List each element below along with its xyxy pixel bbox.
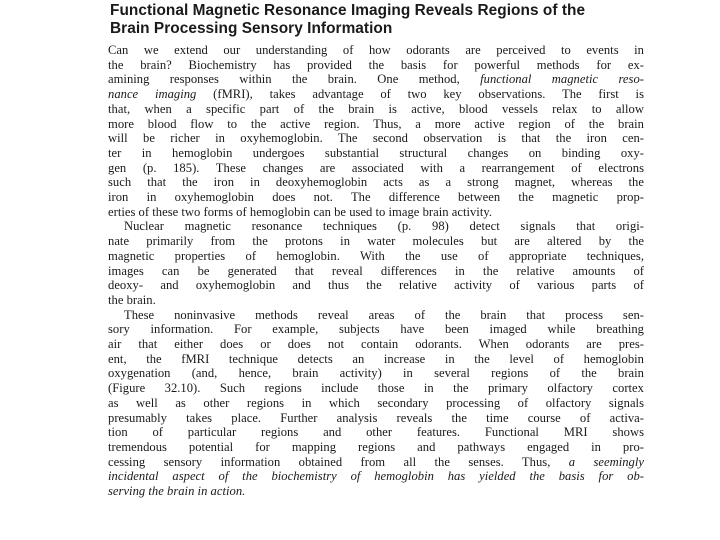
- text-line: ter in hemoglobin undergoes substantial structural changes on binding oxy-: [108, 145, 644, 160]
- text-line: sory information. For example, subjects have been imaged while breathing: [108, 322, 644, 337]
- text-line: deoxy- and oxyhemoglobin and thus the relative activity of various parts of: [108, 278, 644, 293]
- text-line: oxygenation (and, hence, brain activity) in several regions of the brain: [108, 366, 644, 381]
- text-line: iron in oxyhemoglobin does not. The difference between the magnetic prop-: [108, 190, 644, 205]
- text-line: erties of these two forms of hemoglobin can be used to image brain activity.: [108, 204, 493, 219]
- text-line: incidental aspect of the biochemistry of hemoglobin has yielded the basis for ob-: [108, 469, 644, 484]
- text-line: amining responses within the brain. One method, functional magnetic reso-: [108, 72, 644, 87]
- text-line: as well as other regions in which secondary processing of olfactory signals: [108, 395, 644, 410]
- text-line: such that the iron in deoxyhemoglobin acts as a strong magnet, whereas the: [108, 175, 644, 190]
- text-line: Can we extend our understanding of how odorants are perceived to events in: [108, 43, 644, 57]
- text-line: the brain.: [108, 292, 156, 307]
- text-line: that, when a specific part of the brain is active, blood vessels relax to allow: [108, 101, 644, 116]
- text-line: the brain? Biochemistry has provided the basis for powerful methods for ex-: [108, 57, 644, 72]
- heading-line-2: Brain Processing Sensory Information: [110, 20, 393, 37]
- text-line: tremendous potential for mapping regions and pathways engaged in pro-: [108, 439, 644, 454]
- textbook-page: [108, 2, 644, 534]
- text-line: nance imaging (fMRI), takes advantage of two key observations. The first is: [108, 87, 644, 102]
- text-line: magnetic properties of hemoglobin. With the use of appropriate techniques,: [108, 248, 644, 263]
- paragraph-1: [108, 43, 644, 219]
- section-heading: [110, 2, 644, 38]
- heading-line-1: Functional Magnetic Resonance Imaging Reveals Regions of the: [110, 2, 586, 19]
- text-line: images can be generated that reveal differences in the relative amounts of: [108, 263, 644, 278]
- text-line: tion of particular regions and other features. Functional MRI shows: [108, 425, 644, 440]
- paragraph-3: [108, 308, 644, 499]
- text-line: Nuclear magnetic resonance techniques (p. 98) detect signals that origi-: [124, 219, 644, 234]
- text-line: serving the brain in action.: [108, 484, 246, 499]
- text-line: more blood flow to the active region. Thus, a more active region of the brain: [108, 116, 644, 131]
- text-line: cessing sensory information obtained from all the senses. Thus, a seemingly: [108, 454, 644, 469]
- text-line: ent, the fMRI technique detects an increase in the level of hemoglobin: [108, 351, 644, 366]
- text-line: will be richer in oxyhemoglobin. The second observation is that the iron cen-: [108, 131, 644, 146]
- text-line: gen (p. 185). These changes are associated with a rearrangement of electrons: [108, 160, 644, 175]
- text-line: These noninvasive methods reveal areas of the brain that process sen-: [124, 307, 644, 322]
- text-line: air that either does or does not contain odorants. When odorants are pres-: [108, 337, 644, 352]
- text-line: nate primarily from the protons in water molecules but are altered by the: [108, 234, 644, 249]
- paragraph-2: [108, 219, 644, 307]
- text-line: presumably takes place. Further analysis reveals the time course of activa-: [108, 410, 644, 425]
- text-line: (Figure 32.10). Such regions include those in the primary olfactory cortex: [108, 381, 644, 396]
